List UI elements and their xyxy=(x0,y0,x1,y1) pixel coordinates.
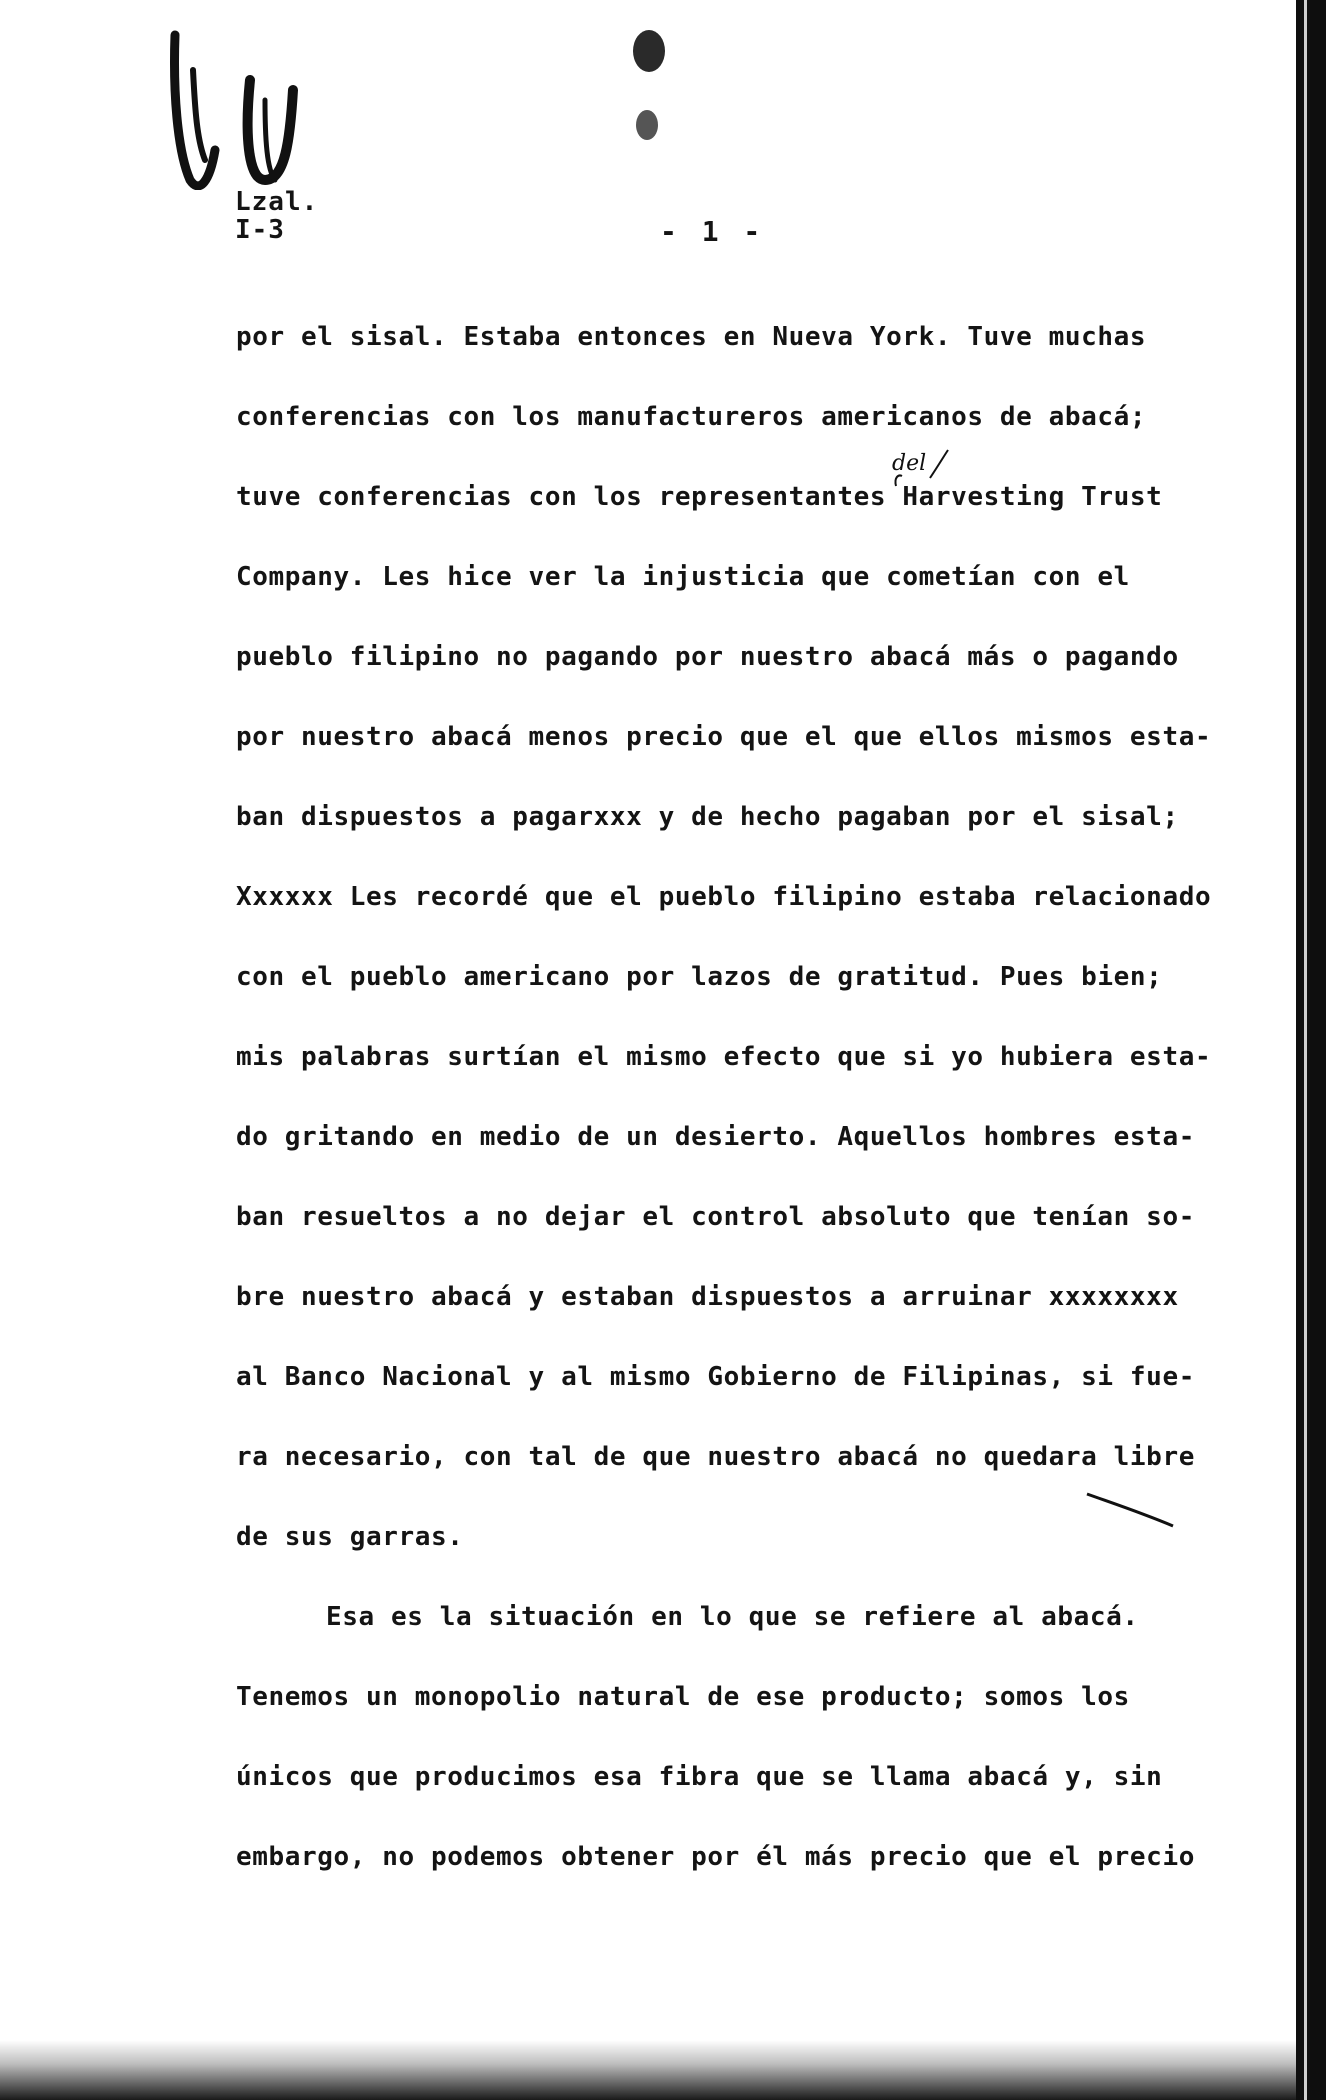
page-number: - 1 - xyxy=(660,215,765,248)
handwritten-insert-text: del xyxy=(892,451,927,476)
scan-right-edge xyxy=(1296,0,1326,2100)
punch-hole xyxy=(633,30,665,72)
text-line: mis palabras surtían el mismo efecto que si yo hubiera esta- xyxy=(236,1042,1212,1072)
text-line: Tenemos un monopolio natural de ese producto; somos los xyxy=(236,1682,1130,1712)
text-line: pueblo filipino no pagando por nuestro abacá más o pagando xyxy=(236,642,1179,672)
text-line: embargo, no podemos obtener por él más precio que el precio xyxy=(236,1842,1195,1872)
text-line: con el pueblo americano por lazos de gratitud. Pues bien; xyxy=(236,962,1163,992)
text-line: Company. Les hice ver la injusticia que cometían con el xyxy=(236,562,1130,592)
text-line: por nuestro abacá menos precio que el que ellos mismos esta- xyxy=(236,722,1212,752)
text-line: tuve conferencias con los representantes Harvesting Trust xyxy=(236,482,1163,512)
text-line: ban resueltos a no dejar el control absoluto que tenían so- xyxy=(236,1202,1195,1232)
text-line: do gritando en medio de un desierto. Aquellos hombres esta- xyxy=(236,1122,1195,1152)
document-reference xyxy=(235,188,318,244)
text-line: bre nuestro abacá y estaban dispuestos a arruinar xxxxxxxx xyxy=(236,1282,1179,1312)
punch-hole xyxy=(636,110,658,140)
text-line: conferencias con los manufactureros americanos de abacá; xyxy=(236,402,1147,432)
typed-text-body xyxy=(236,312,1212,1912)
text-line: por el sisal. Estaba entonces en Nueva York. Tuve muchas xyxy=(236,322,1147,352)
text-line: únicos que producimos esa fibra que se llama abacá y, sin xyxy=(236,1762,1163,1792)
text-line: ban dispuestos a pagarxxx y de hecho pagaban por el sisal; xyxy=(236,802,1179,832)
text-line: Esa es la situación en lo que se refiere al abacá. xyxy=(326,1602,1139,1632)
text-line: de sus garras. xyxy=(236,1522,464,1552)
scan-bottom-edge xyxy=(0,2040,1296,2100)
reference-line: Lzal. xyxy=(235,187,319,217)
text-line: Xxxxxx Les recordé que el pueblo filipino estaba relacionado xyxy=(236,882,1212,912)
handwritten-initials xyxy=(165,30,325,190)
text-line: al Banco Nacional y al mismo Gobierno de Filipinas, si fue- xyxy=(236,1362,1195,1392)
text-line: ra necesario, con tal de que nuestro abacá no quedara libre xyxy=(236,1442,1195,1472)
reference-line: I-3 xyxy=(235,215,285,245)
